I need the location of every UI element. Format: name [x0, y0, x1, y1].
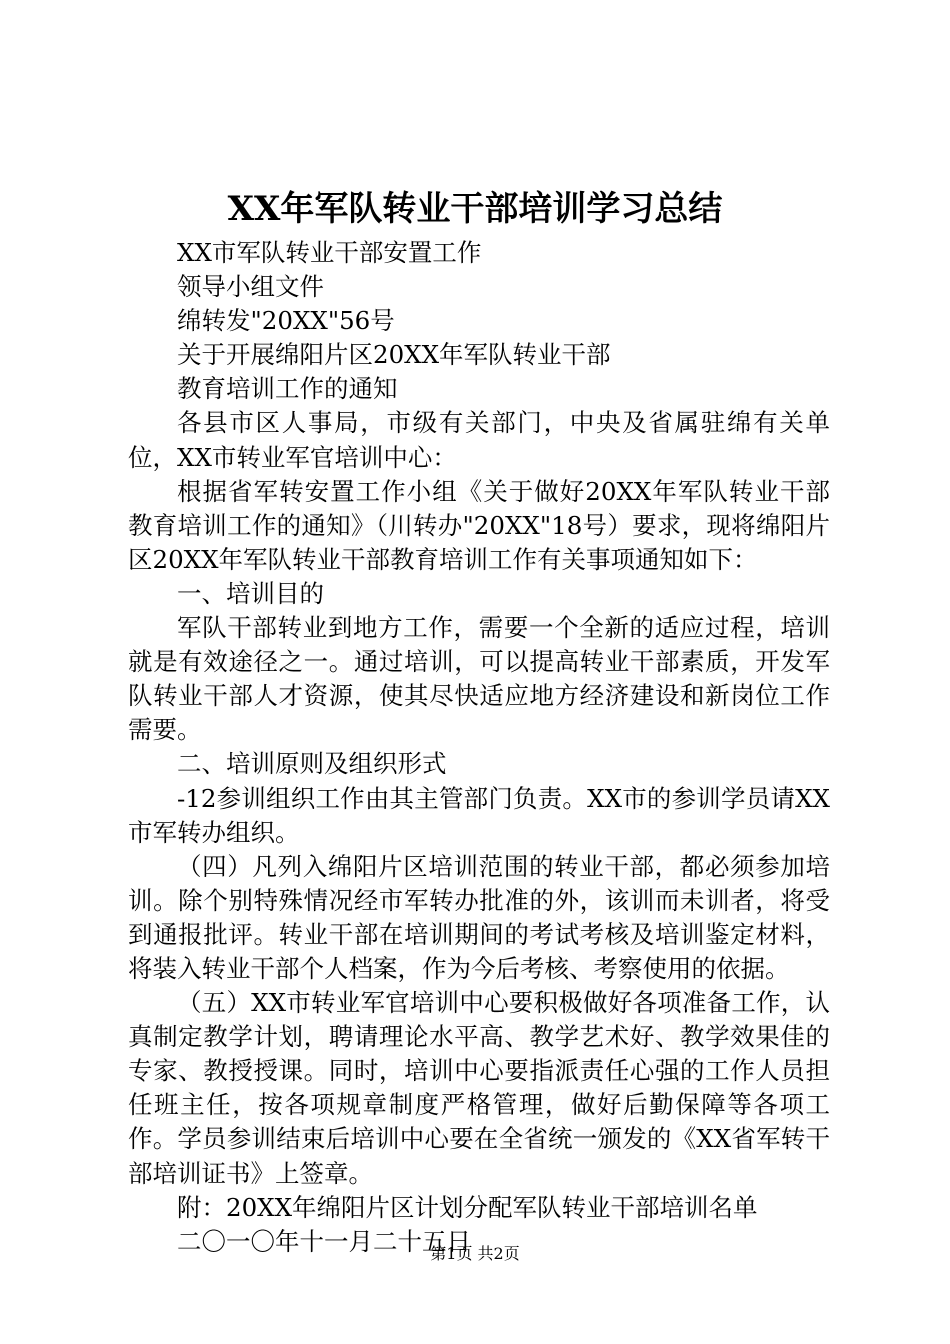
paragraph: （四）凡列入绵阳片区培训范围的转业干部，都必须参加培训。除个别特殊情况经市军转办批准的外，该训而未训者，将受到通报批评。转业干部在培训期间的考试考核及培训鉴定材料，将装入转业干部个人档案，作为今后考核、考察使用的依据。 [128, 851, 830, 983]
paragraph: 领导小组文件 [177, 272, 324, 302]
paragraph: 关于开展绵阳片区20XX年军队转业干部 [177, 340, 611, 370]
paragraph: 绵转发"20XX"56号 [177, 306, 395, 336]
paragraph: 军队干部转业到地方工作，需要一个全新的适应过程，培训就是有效途径之一。通过培训，可以提高转业干部素质，开发军队转业干部人才资源，使其尽快适应地方经济建设和新岗位工作需要。 [128, 613, 830, 745]
paragraph: XX市军队转业干部安置工作 [177, 238, 482, 267]
document-title: XX年军队转业干部培训学习总结 [227, 189, 723, 229]
document-date: 二〇一〇年十一月二十五日 [177, 1226, 471, 1256]
paragraph: 根据省军转安置工作小组《关于做好20XX年军队转业干部教育培训工作的通知》（川转办"20XX"18号）要求，现将绵阳片区20XX年军队转业干部教育培训工作有关事项通知如下： [128, 476, 830, 574]
document-body [128, 236, 830, 1259]
paragraph: 教育培训工作的通知 [177, 374, 398, 404]
paragraph: -12参训组织工作由其主管部门负责。XX市的参训学员请XX市军转办组织。 [128, 783, 830, 847]
page-footer: 第1页 共2页 [430, 1244, 520, 1263]
section-heading: 一、培训目的 [177, 578, 324, 608]
section-heading: 二、培训原则及组织形式 [177, 749, 447, 779]
attachment-note: 附：20XX年绵阳片区计划分配军队转业干部培训名单 [177, 1192, 758, 1222]
paragraph: 各县市区人事局，市级有关部门，中央及省属驻绵有关单位，XX市转业军官培训中心： [128, 408, 830, 472]
paragraph: （五）XX市转业军官培训中心要积极做好各项准备工作，认真制定教学计划，聘请理论水平高、教学艺术好、教学效果佳的专家、教授授课。同时，培训中心要指派责任心强的工作人员担任班主任，按各项规章制度严格管理，做好后勤保障等各项工作。学员参训结束后培训中心要在全省统一颁发的《XX省军转干部培训证书》上签章。 [128, 988, 830, 1188]
